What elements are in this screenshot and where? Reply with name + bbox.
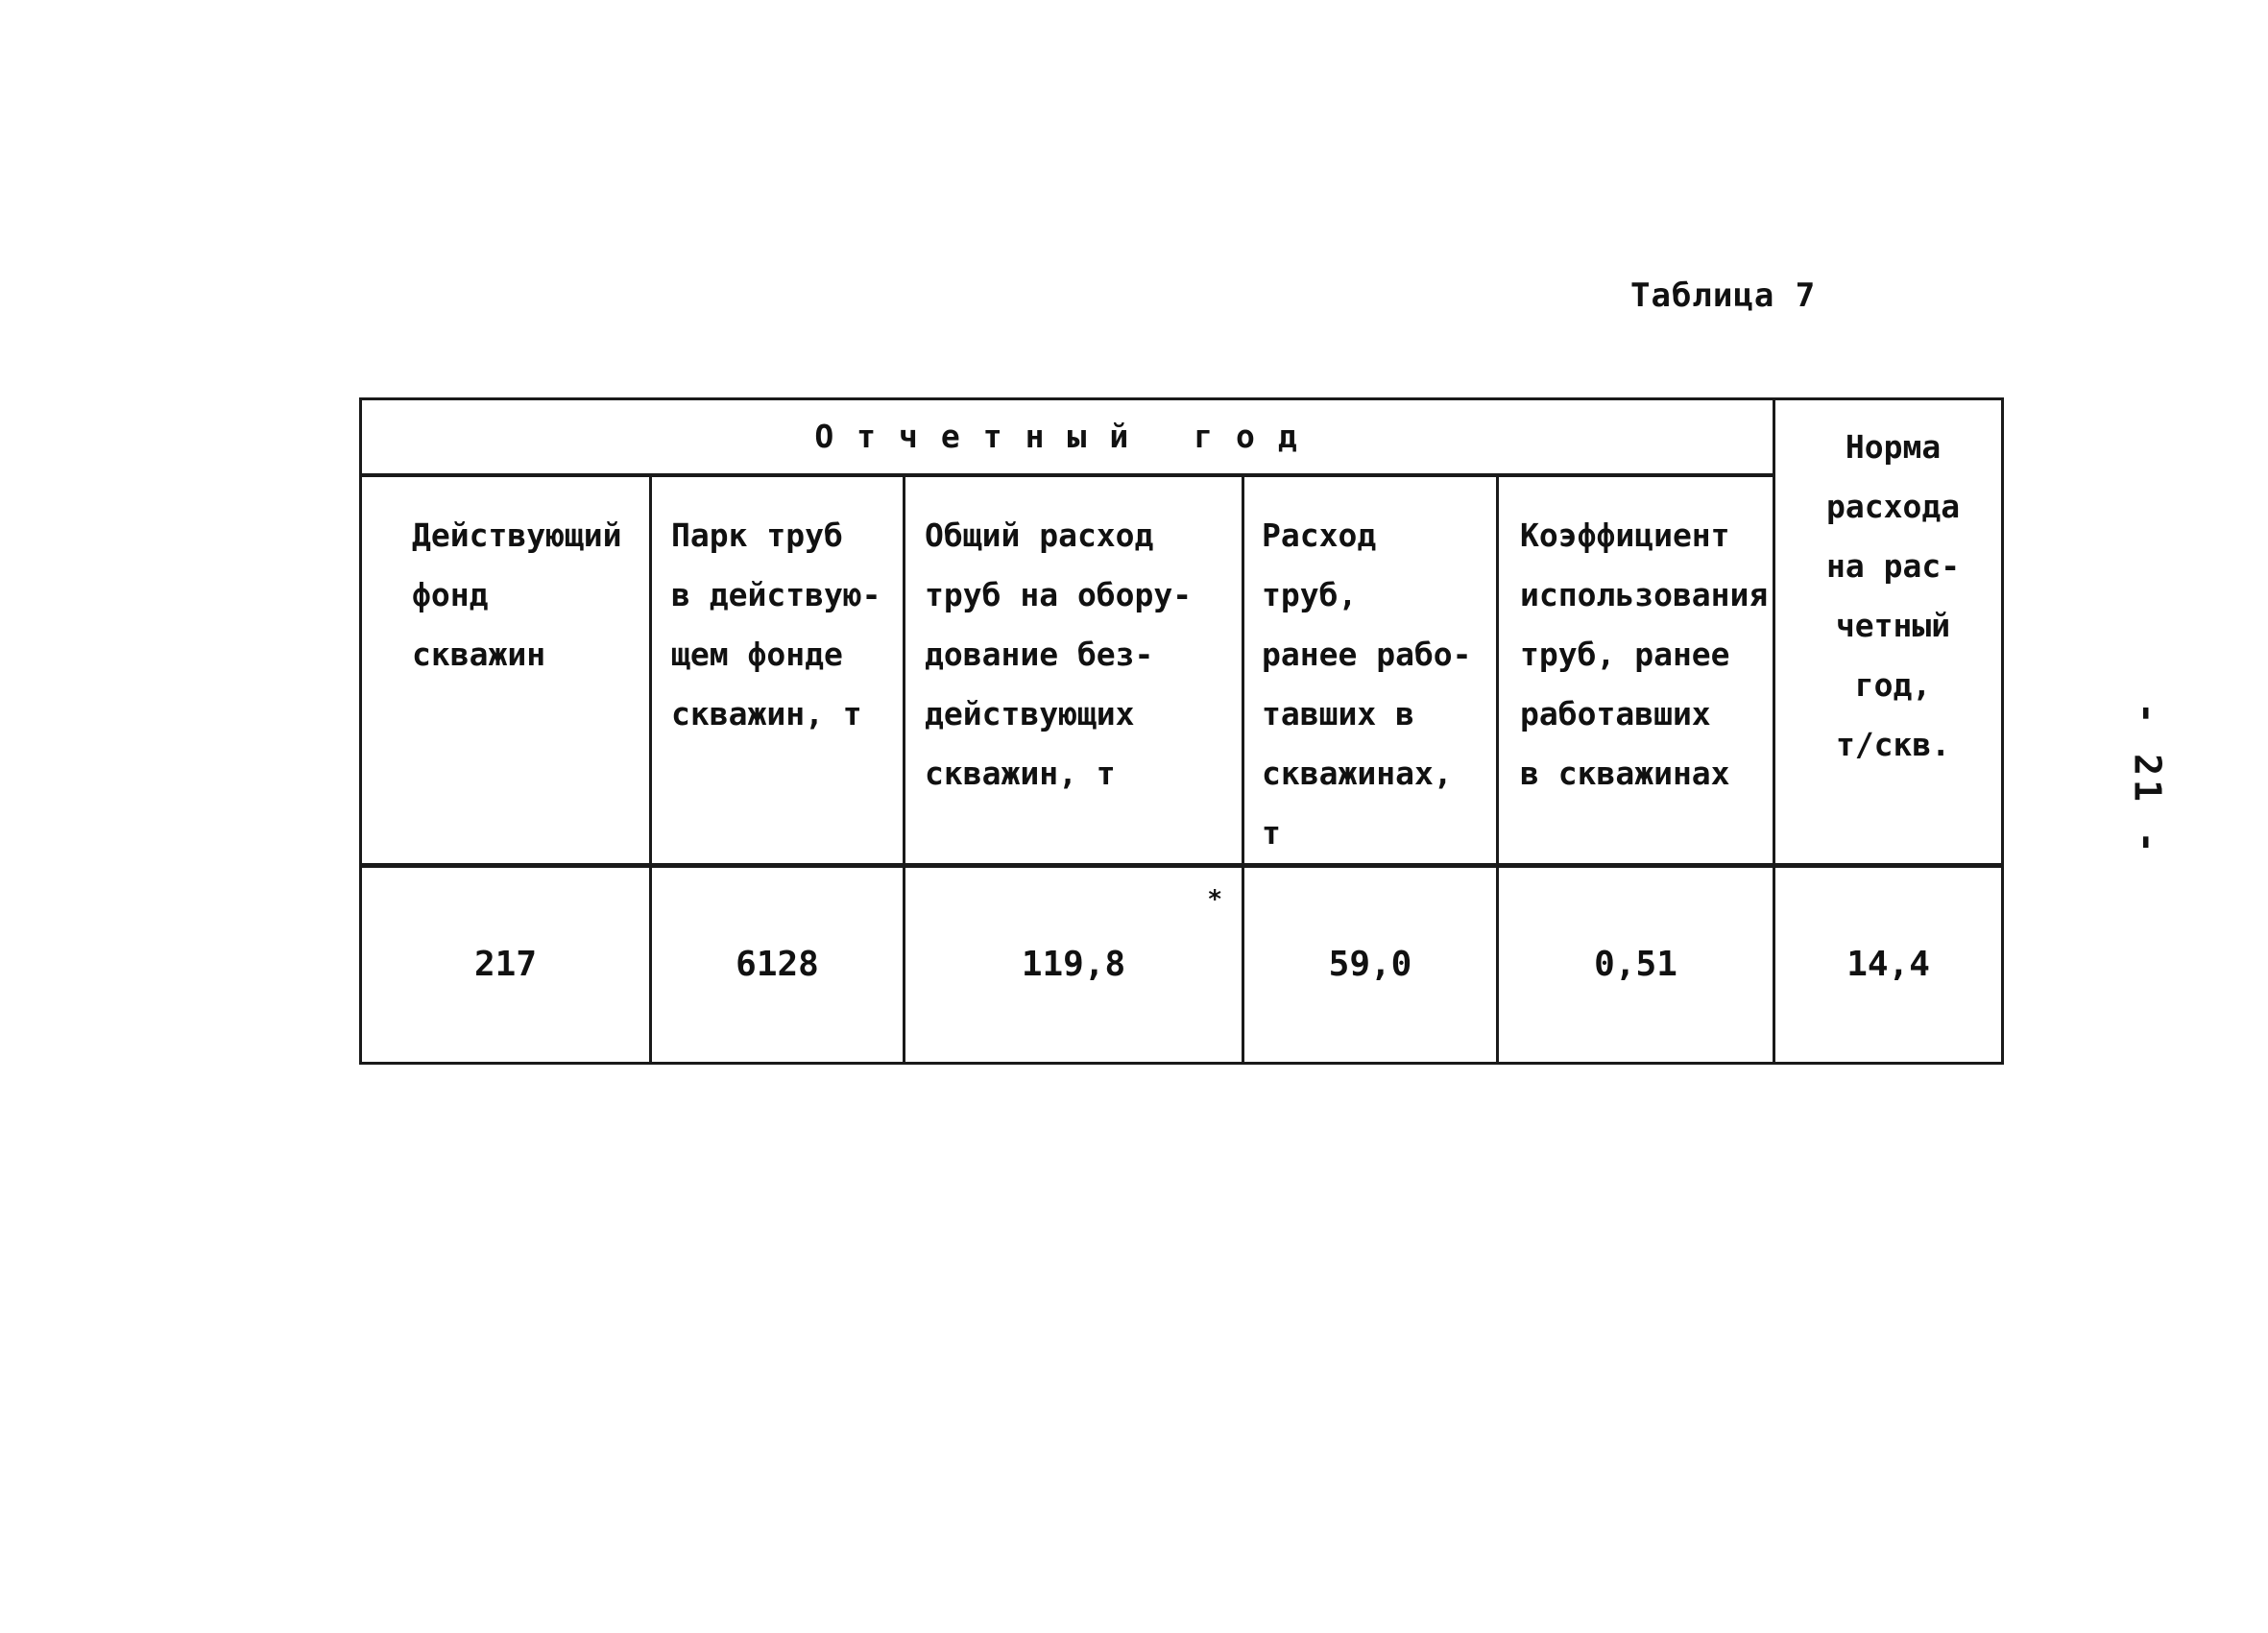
- column-header-fund-label: Действующий фонд скважин: [412, 516, 622, 673]
- column-header-coef-label: Коэффициент использования труб, ранее работавших в скважинах: [1520, 516, 1769, 792]
- report-table: [359, 397, 2004, 1065]
- column-header-fund: [361, 475, 651, 866]
- column-header-coef: [1498, 475, 1774, 866]
- value-fund: [361, 866, 651, 1064]
- page-number: - 21 -: [2126, 702, 2169, 857]
- column-header-park: [651, 475, 905, 866]
- value-park-text: 6128: [736, 945, 819, 984]
- column-header-row: [361, 475, 2003, 866]
- column-header-total-label: Общий расход труб на обору- дование без- действующих скважин, т: [925, 516, 1193, 792]
- value-coef-text: 0,51: [1594, 945, 1677, 984]
- column-header-total: [905, 475, 1243, 866]
- value-total-text: 119,8: [1021, 945, 1126, 984]
- group-header-row: [361, 399, 2003, 476]
- value-used-text: 59,0: [1328, 945, 1412, 984]
- value-total-wrap: [905, 885, 1242, 995]
- group-header-label: Отчетный год: [814, 418, 1320, 455]
- norm-header-label: Норма расхода на рас- четный год, т/скв.: [1826, 428, 1961, 763]
- table-row: [361, 866, 2003, 1064]
- column-header-used: [1243, 475, 1498, 866]
- value-used: [1243, 866, 1498, 1064]
- value-total: [905, 866, 1243, 1064]
- value-norm: [1774, 866, 2003, 1064]
- column-header-used-label: Расход труб, ранее рабо- тавших в скважинах, т: [1262, 516, 1472, 852]
- value-norm-text: 14,4: [1846, 945, 1930, 984]
- column-header-park-label: Парк труб в действую- щем фонде скважин, т: [671, 516, 881, 732]
- value-coef: [1498, 866, 1774, 1064]
- value-park: [651, 866, 905, 1064]
- footnote-mark: *: [1207, 885, 1222, 914]
- norm-header-cell: [1774, 399, 2003, 866]
- group-header-cell: [361, 399, 1774, 476]
- table-caption: Таблица 7: [1630, 276, 1817, 315]
- value-fund-text: 217: [473, 945, 538, 984]
